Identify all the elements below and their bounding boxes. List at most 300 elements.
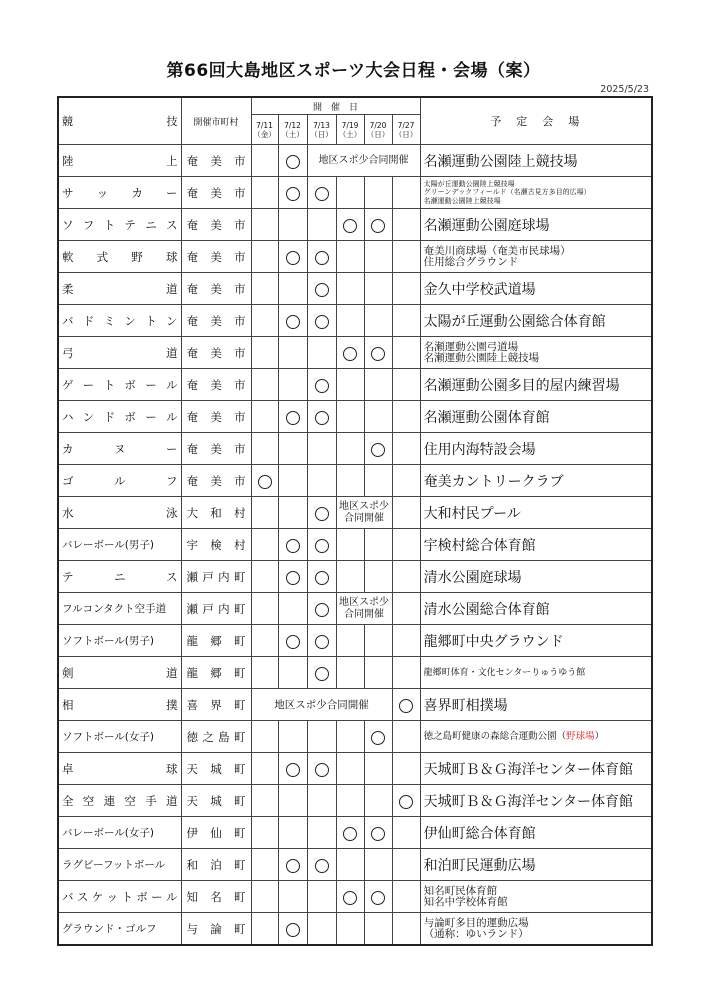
char: 美 <box>210 249 222 264</box>
date-header-0 <box>251 115 278 145</box>
circle-mark-icon <box>371 731 385 745</box>
venue-line: 住用総合グラウンド <box>423 255 519 268</box>
spread-text <box>59 249 181 265</box>
circle-mark-icon <box>315 315 329 329</box>
date-cell <box>278 145 307 177</box>
char: ト <box>121 889 133 904</box>
venue-name <box>420 593 652 625</box>
spread-text <box>182 889 251 905</box>
char: 内 <box>218 569 230 584</box>
spread-text <box>59 409 181 425</box>
char: 弓 <box>62 345 74 360</box>
char: 町 <box>234 633 246 648</box>
char: ー <box>82 377 95 392</box>
circle-mark-icon <box>399 699 413 713</box>
venue-line: 金久中学校武道場 <box>423 281 536 298</box>
spread-text <box>59 697 181 713</box>
date-cell <box>392 753 420 785</box>
char: 式 <box>96 249 109 264</box>
venue-name <box>420 913 652 946</box>
venue-name <box>420 881 652 913</box>
spread-text <box>182 441 251 457</box>
venue-name <box>420 625 652 657</box>
date-cell <box>251 145 278 177</box>
char: フ <box>82 217 95 232</box>
char: 町 <box>233 601 246 616</box>
char: 奄 <box>186 185 198 200</box>
date-cell <box>364 433 392 465</box>
sport-name <box>58 241 181 273</box>
host-city <box>181 145 251 177</box>
date-cell <box>278 401 307 433</box>
venue-line: 知名町民体育館 <box>423 884 498 897</box>
date-cell <box>251 913 278 946</box>
host-city <box>181 369 251 401</box>
char: 市 <box>234 409 246 424</box>
venue-line: 伊仙町総合体育館 <box>423 825 536 842</box>
venue-name <box>420 529 652 561</box>
date-cell <box>251 337 278 369</box>
char: 知 <box>186 889 198 904</box>
host-city <box>181 881 251 913</box>
spread-text <box>59 313 181 329</box>
date-cell <box>392 561 420 593</box>
char: ボ <box>136 889 148 904</box>
char: 手 <box>145 793 157 808</box>
date-day: 7/13 <box>313 120 330 130</box>
date-cell <box>278 913 307 946</box>
char: 町 <box>234 761 246 776</box>
char: 郷 <box>210 665 222 680</box>
joint-event-note: 地区スポ少合同開催 <box>336 497 392 529</box>
host-city <box>181 625 251 657</box>
date-cell <box>336 209 364 241</box>
date-cell <box>278 721 307 753</box>
schedule-table <box>57 96 653 946</box>
char: 美 <box>210 153 222 168</box>
date-cell <box>364 177 392 209</box>
circle-mark-icon <box>315 187 329 201</box>
circle-mark-icon <box>315 507 329 521</box>
host-city <box>181 337 251 369</box>
circle-mark-icon <box>286 155 300 169</box>
date-weekday: （日） <box>310 129 333 139</box>
spread-text <box>182 537 251 553</box>
spread-text <box>182 153 251 169</box>
date-cell <box>278 273 307 305</box>
date-header-3 <box>336 115 364 145</box>
table-row <box>58 337 652 369</box>
char: 喜 <box>186 697 198 712</box>
spread-text <box>182 729 251 745</box>
char: 全 <box>62 793 74 808</box>
date-cell <box>364 369 392 401</box>
venue-name <box>420 657 652 689</box>
spread-text <box>59 441 181 457</box>
venue-name <box>420 337 652 369</box>
circle-mark-icon <box>286 251 300 265</box>
host-city <box>181 465 251 497</box>
venue-name <box>420 433 652 465</box>
date-cell <box>364 465 392 497</box>
date-cell <box>251 209 278 241</box>
char: バ <box>62 313 74 328</box>
char: ト <box>103 217 116 232</box>
circle-mark-icon <box>315 763 329 777</box>
date-cell <box>307 273 336 305</box>
date-cell <box>336 369 364 401</box>
char: ッ <box>106 889 119 904</box>
date-cell <box>278 369 307 401</box>
char: 市 <box>234 185 246 200</box>
char: 卓 <box>62 761 74 776</box>
char: ル <box>165 377 178 392</box>
spread-text <box>59 345 181 361</box>
date-cell <box>307 401 336 433</box>
table-row <box>58 625 652 657</box>
char: 天 <box>186 793 198 808</box>
date-cell <box>392 657 420 689</box>
char: 龍 <box>186 665 198 680</box>
venue-line: 名瀬運動公園体育館 <box>423 409 550 426</box>
spread-text <box>182 345 251 361</box>
char: ン <box>82 409 95 424</box>
spread-text <box>59 793 181 809</box>
char: ー <box>145 377 157 392</box>
date-cell <box>278 177 307 209</box>
date-cell <box>336 657 364 689</box>
date-cell <box>364 305 392 337</box>
venue-line: 大和村民プール <box>423 505 521 522</box>
venue-name <box>420 369 652 401</box>
spread-text <box>182 921 251 937</box>
date-cell <box>307 721 336 753</box>
spread-text <box>182 633 251 649</box>
date-cell <box>251 177 278 209</box>
date-cell <box>278 529 307 561</box>
host-city <box>181 177 251 209</box>
char: 之 <box>202 729 214 744</box>
date-cell <box>336 273 364 305</box>
char: 郷 <box>210 633 222 648</box>
host-city <box>181 497 251 529</box>
circle-mark-icon <box>371 347 385 361</box>
venue-line: 住用内海特設会場 <box>423 441 536 458</box>
date-cell <box>336 241 364 273</box>
date-cell <box>336 465 364 497</box>
char: 美 <box>210 345 222 360</box>
venue-line: 与論町多目的運動広場 <box>423 916 529 929</box>
char: 道 <box>166 345 178 360</box>
char: 和 <box>186 857 198 872</box>
date-cell <box>392 881 420 913</box>
date-cell <box>307 241 336 273</box>
char: ソ <box>62 217 74 232</box>
char: ッ <box>96 185 109 200</box>
date-cell <box>278 561 307 593</box>
char: 柔 <box>62 281 74 296</box>
date-weekday: （金） <box>253 129 276 139</box>
char: 町 <box>234 921 246 936</box>
date-cell <box>364 849 392 881</box>
char: 村 <box>234 537 246 552</box>
date-cell <box>364 209 392 241</box>
char: 伊 <box>186 825 198 840</box>
date-cell <box>336 529 364 561</box>
date-cell <box>251 721 278 753</box>
table-row <box>58 529 652 561</box>
circle-mark-icon <box>315 411 329 425</box>
circle-mark-icon <box>315 539 329 553</box>
venue-line: 和泊町民運動広場 <box>423 857 536 874</box>
date-cell <box>278 465 307 497</box>
char: 戸 <box>202 569 214 584</box>
sport-name <box>58 177 181 209</box>
date-cell <box>251 785 278 817</box>
sport-name <box>58 369 181 401</box>
char: 泊 <box>210 857 222 872</box>
date-weekday: （日） <box>366 129 390 139</box>
host-city <box>181 913 251 946</box>
circle-mark-icon <box>258 475 272 489</box>
joint-event-note: 地区スポ少合同開催 <box>251 689 392 721</box>
date-day: 7/20 <box>369 120 387 130</box>
date-cell <box>364 721 392 753</box>
char: ミ <box>103 313 116 328</box>
char: ン <box>124 313 136 328</box>
char: 戸 <box>202 601 214 616</box>
table-row <box>58 177 652 209</box>
char: ハ <box>62 409 74 424</box>
host-city <box>181 305 251 337</box>
spread-text <box>59 377 181 393</box>
char: ヌ <box>114 441 126 456</box>
date-cell <box>364 529 392 561</box>
date-cell <box>278 305 307 337</box>
char: 内 <box>218 601 230 616</box>
venue-name <box>420 561 652 593</box>
venue-name <box>420 305 652 337</box>
host-city <box>181 753 251 785</box>
char: ゲ <box>62 377 74 392</box>
char: カ <box>131 185 143 200</box>
venue-text: 徳之島町健康の森総合運動公園（ <box>423 730 567 742</box>
venue-line: 奄美カントリークラブ <box>423 473 564 490</box>
char: 剣 <box>62 665 74 680</box>
char: 撲 <box>166 697 178 712</box>
char: 奄 <box>186 345 198 360</box>
spread-text <box>182 313 251 329</box>
date-cell <box>307 913 336 946</box>
date-cell <box>251 561 278 593</box>
table-row <box>58 305 652 337</box>
venue-name <box>420 689 652 721</box>
spread-text <box>182 185 251 201</box>
date-cell <box>278 817 307 849</box>
table-row <box>58 369 652 401</box>
date-cell <box>364 561 392 593</box>
spread-text <box>182 569 251 585</box>
char: 相 <box>62 697 74 712</box>
table-row <box>58 913 652 946</box>
char: 市 <box>234 345 246 360</box>
char: カ <box>62 441 74 456</box>
date-cell <box>336 881 364 913</box>
circle-mark-icon <box>286 923 300 937</box>
circle-mark-icon <box>286 411 300 425</box>
date-cell <box>307 849 336 881</box>
char: 町 <box>234 825 246 840</box>
venue-line: 名瀬運動公園弓道場 <box>423 340 519 353</box>
host-city <box>181 433 251 465</box>
host-city <box>181 241 251 273</box>
circle-mark-icon <box>371 219 385 233</box>
char: 大 <box>186 505 198 520</box>
venue-line: 天城町Ｂ＆Ｇ海洋センター体育館 <box>423 793 634 810</box>
date-cell <box>251 433 278 465</box>
date-cell <box>278 625 307 657</box>
table-row <box>58 721 652 753</box>
date-cell <box>278 753 307 785</box>
date-cell <box>336 625 364 657</box>
char: 連 <box>103 793 116 808</box>
char: ト <box>103 377 116 392</box>
char: 軟 <box>62 249 74 264</box>
spread-text <box>182 761 251 777</box>
document-date: 2025/5/23 <box>600 84 649 95</box>
char: 空 <box>124 793 136 808</box>
char: 村 <box>234 505 246 520</box>
date-cell <box>336 785 364 817</box>
date-cell <box>251 529 278 561</box>
circle-mark-icon <box>343 347 357 361</box>
char: 水 <box>62 505 74 520</box>
venue-line: 名瀬運動公園多目的屋内練習場 <box>423 377 620 394</box>
char: 徳 <box>186 729 198 744</box>
sport-name <box>58 145 181 177</box>
date-cell <box>251 881 278 913</box>
char: 奄 <box>186 441 198 456</box>
date-cell <box>364 817 392 849</box>
date-cell <box>392 433 420 465</box>
table-row <box>58 401 652 433</box>
char: 市 <box>234 441 246 456</box>
date-cell <box>307 817 336 849</box>
date-cell <box>392 849 420 881</box>
circle-mark-icon <box>343 891 357 905</box>
spread-text <box>182 409 251 425</box>
circle-mark-icon <box>371 827 385 841</box>
venue-line: 清水公園総合体育館 <box>423 601 550 618</box>
char: ニ <box>114 569 126 584</box>
date-cell <box>336 721 364 753</box>
circle-mark-icon <box>371 891 385 905</box>
date-cell <box>392 177 420 209</box>
char: 道 <box>166 665 178 680</box>
sport-name <box>58 305 181 337</box>
date-cell <box>336 561 364 593</box>
char: 町 <box>233 729 246 744</box>
date-cell <box>278 657 307 689</box>
table-row <box>58 497 652 529</box>
date-cell <box>336 817 364 849</box>
char: 上 <box>166 153 178 168</box>
date-cell <box>392 241 420 273</box>
date-cell <box>392 625 420 657</box>
sport-name <box>58 209 181 241</box>
char: 市 <box>234 217 246 232</box>
char: 陸 <box>62 153 74 168</box>
date-cell <box>251 497 278 529</box>
char: ド <box>82 313 95 328</box>
date-cell <box>392 209 420 241</box>
venue-line: 知名中学校体育館 <box>423 895 508 908</box>
sport-name <box>58 561 181 593</box>
char: ケ <box>91 889 104 904</box>
char: 美 <box>210 185 222 200</box>
date-weekday: （土） <box>281 129 304 139</box>
spread-text <box>59 217 181 233</box>
char: 宇 <box>186 537 198 552</box>
char: 奄 <box>186 153 198 168</box>
circle-mark-icon <box>315 251 329 265</box>
circle-mark-icon <box>315 603 329 617</box>
date-header-5 <box>392 115 420 145</box>
char: 奄 <box>186 217 198 232</box>
table-row <box>58 881 652 913</box>
host-city <box>181 401 251 433</box>
sport-name: ソフトボール(女子) <box>58 721 181 753</box>
dates-header: 開 催 日 <box>251 97 420 115</box>
table-row <box>58 273 652 305</box>
spread-text <box>59 665 181 681</box>
sport-name: グラウンド・ゴルフ <box>58 913 181 946</box>
venue-name <box>420 817 652 849</box>
date-cell <box>278 209 307 241</box>
char: 奄 <box>186 409 198 424</box>
date-cell <box>251 305 278 337</box>
sport-name: バレーボール(女子) <box>58 817 181 849</box>
date-cell <box>364 337 392 369</box>
circle-mark-icon <box>286 571 300 585</box>
char: 競 <box>62 115 73 128</box>
city-header: 開催市町村 <box>181 97 251 145</box>
date-cell <box>392 913 420 946</box>
spread-text <box>182 601 251 617</box>
char: 町 <box>234 697 246 712</box>
date-cell <box>364 657 392 689</box>
char: 美 <box>210 441 222 456</box>
char: ー <box>145 409 157 424</box>
sport-name <box>58 465 181 497</box>
table-row <box>58 433 652 465</box>
char: 町 <box>234 889 246 904</box>
venue-highlight: 野球場 <box>566 730 595 742</box>
date-cell <box>251 753 278 785</box>
date-cell <box>336 753 364 785</box>
date-cell <box>251 241 278 273</box>
date-cell <box>307 305 336 337</box>
char: 仙 <box>210 825 222 840</box>
circle-mark-icon <box>315 571 329 585</box>
date-cell <box>307 337 336 369</box>
char: 瀬 <box>186 569 198 584</box>
venue-line: 龍郷町体育・文化センターりゅうゆう館 <box>423 667 586 678</box>
spread-text <box>182 249 251 265</box>
char: テ <box>62 569 74 584</box>
date-day: 7/11 <box>256 120 273 130</box>
date-cell <box>251 465 278 497</box>
